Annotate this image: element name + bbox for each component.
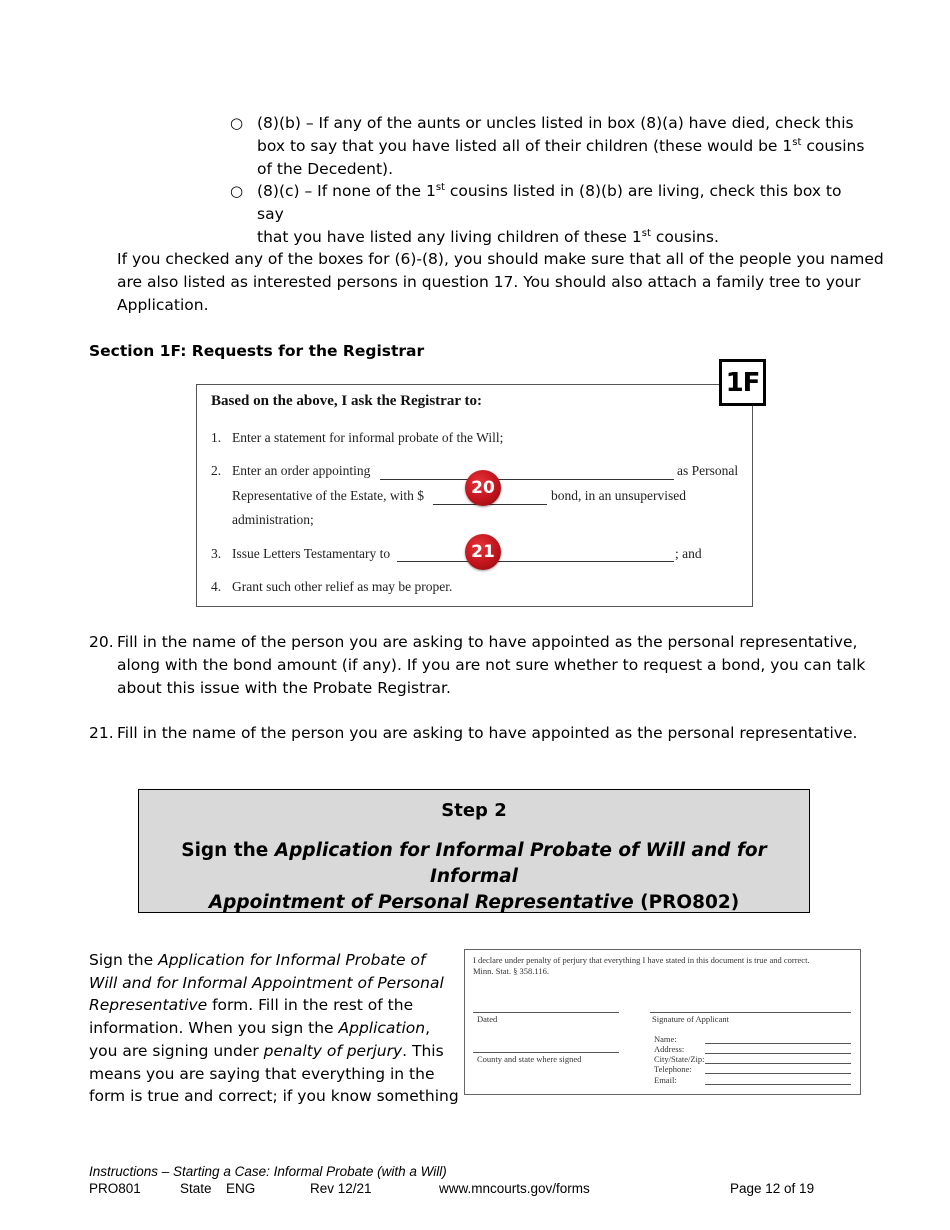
instruction-21: 21. Fill in the name of the person you are asking to have appointed as the personal representative. (89, 724, 858, 742)
footer-title: Instructions – Starting a Case: Informal Probate (with a Will) (89, 1164, 447, 1179)
callout-20-badge: 20 (465, 470, 501, 506)
form-1f-item-2: Enter an order appointing (232, 463, 371, 478)
bullet-8c-line1: (8)(c) – If none of the 1st cousins listed in (8)(b) are living, check this box to say (257, 181, 842, 223)
footer-state: State (180, 1181, 212, 1196)
bullet-circle-icon: ○ (230, 182, 244, 200)
blank-letters-testamentary (397, 561, 674, 562)
bullet-circle-icon: ○ (230, 114, 244, 132)
form-1f-excerpt: Based on the above, I ask the Registrar to: 1. Enter a statement for informal probate of the Will; 2. Enter an order appointing as Personal Representative of the Estate, with $ bond, in an unsupervised administration; 3. Issue Letters Testamentary to ; and 4. Grant such other relief as may be proper. (196, 384, 753, 607)
county-label: County and state where signed (477, 1054, 582, 1064)
footer-page-number: Page 12 of 19 (730, 1181, 815, 1196)
bullet-8c (230, 180, 870, 249)
footer-language: ENG (226, 1181, 256, 1196)
step-instruction: Sign the Application for Informal Probate of Will and for Informal Appointment of Personal Representative (PRO802) (181, 840, 767, 913)
callout-21-badge: 21 (465, 534, 501, 570)
bullet-8b (230, 112, 870, 181)
signature-label: Signature of Applicant (652, 1014, 729, 1024)
statute-citation: Minn. Stat. § 358.116. (473, 966, 549, 976)
form-1f-item-1: Enter a statement for informal probate of the Will; (232, 430, 504, 445)
footer-revision: Rev 12/21 (310, 1181, 372, 1196)
step-title: Step 2 (441, 800, 507, 821)
bullet-8b-line3: of the Decedent). (257, 160, 394, 178)
dated-label: Dated (477, 1014, 498, 1024)
footer-url: www.mncourts.gov/forms (439, 1181, 590, 1196)
form-1f-item-3: Issue Letters Testamentary to (232, 546, 391, 561)
bullet-8c-line2: that you have listed any living children of these 1st cousins. (257, 227, 719, 246)
sign-paragraph: Sign the Application for Informal Probate of Will and for Informal Appointment of Personal Representative form. Fill in the rest of the information. When you sign the Application, you are signing under penalty of perjury. This means you are saying that everything in the form is true and correct; if you know something (89, 951, 459, 1106)
bullet-8b-line1: (8)(b) – If any of the aunts or uncles listed in box (8)(a) have died, check this (257, 114, 854, 132)
instruction-20: 20. Fill in the name of the person you are asking to have appointed as the personal representative, along with the bond amount (if any). If you are not sure whether to request a bond, you can talk about this issue with the Probate Registrar. (89, 633, 866, 697)
form-1f-heading: Based on the above, I ask the Registrar to: (211, 393, 482, 409)
signature-form-excerpt: I declare under penalty of perjury that everything I have stated in this document is true and correct. Minn. Stat. § 358.116. Dated Signature of Applicant County and state where signed Name: Address: City/State/Zip: Telephone: Email: (464, 949, 861, 1095)
footer-form-code: PRO801 (89, 1181, 141, 1196)
form-1f-item-4: Grant such other relief as may be proper. (232, 579, 453, 594)
bullet-8b-line2: box to say that you have listed all of their children (these would be 1st cousins (257, 136, 865, 155)
paragraph-family-tree: If you checked any of the boxes for (6)-(8), you should make sure that all of the people you named are also listed as interested persons in question 17. You should also attach a family tree to your Application. (117, 250, 884, 314)
perjury-declaration: I declare under penalty of perjury that everything I have stated in this document is true and correct. (473, 955, 810, 965)
step-2-box (138, 789, 810, 913)
section-heading: Section 1F: Requests for the Registrar (89, 342, 425, 360)
blank-personal-rep (380, 479, 674, 480)
section-1f-badge: 1F (719, 359, 766, 406)
